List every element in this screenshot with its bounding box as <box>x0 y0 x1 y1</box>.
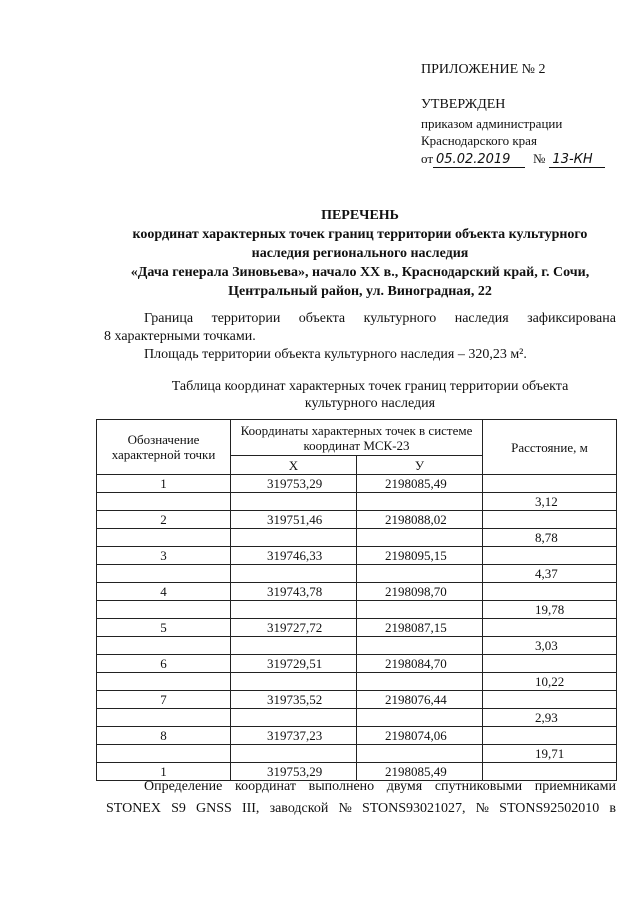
subtitle-line: «Дача генерала Зиновьева», начало XX в., Краснодарский край, г. Сочи, <box>130 265 590 280</box>
y-coordinate-cell: 2198088,02 <box>357 511 483 529</box>
word: STONEX <box>106 801 161 816</box>
table-row <box>97 673 617 691</box>
header-y: У <box>357 456 483 475</box>
word: культурного <box>363 311 437 326</box>
y-coordinate-cell <box>357 745 483 763</box>
x-coordinate-cell: 319753,29 <box>231 475 357 493</box>
point-number-cell: 8 <box>97 727 231 745</box>
table-row <box>97 655 617 673</box>
y-coordinate-cell: 2198074,06 <box>357 727 483 745</box>
distance-cell: 3,03 <box>483 637 617 655</box>
x-coordinate-cell <box>231 673 357 691</box>
table-row <box>97 601 617 619</box>
table-row <box>97 511 617 529</box>
x-coordinate-cell: 319746,33 <box>231 547 357 565</box>
table-row <box>97 745 617 763</box>
header-x: X <box>231 456 357 475</box>
distance-cell <box>483 691 617 709</box>
table-row <box>97 691 617 709</box>
x-coordinate-cell: 319727,72 <box>231 619 357 637</box>
word: Определение <box>144 779 223 794</box>
point-number-cell <box>97 565 231 583</box>
y-coordinate-cell: 2198098,70 <box>357 583 483 601</box>
header-coordinates: Координаты характерных точек в системе координат МСК-23 <box>231 420 483 456</box>
point-number-cell: 4 <box>97 583 231 601</box>
table-row <box>97 493 617 511</box>
from-label: от <box>421 151 434 166</box>
table-row <box>97 637 617 655</box>
y-coordinate-cell: 2198076,44 <box>357 691 483 709</box>
point-number-cell <box>97 637 231 655</box>
word: приемниками <box>534 779 616 794</box>
word: S9 <box>171 801 186 816</box>
distance-cell <box>483 619 617 637</box>
table-caption: Таблица координат характерных точек границ территории объекта культурного наследия <box>171 379 569 411</box>
distance-cell: 3,12 <box>483 493 617 511</box>
handwritten-order-number: 13-КН <box>549 152 605 168</box>
x-coordinate-cell <box>231 637 357 655</box>
subtitle-line: координат характерных точек границ территории объекта культурного <box>132 227 588 242</box>
x-coordinate-cell <box>231 493 357 511</box>
point-number-cell: 1 <box>97 475 231 493</box>
x-coordinate-cell <box>231 745 357 763</box>
order-line-1: приказом администрации <box>421 116 563 131</box>
y-coordinate-cell <box>357 493 483 511</box>
y-coordinate-cell <box>357 673 483 691</box>
point-number-cell: 7 <box>97 691 231 709</box>
x-coordinate-cell <box>231 565 357 583</box>
document-title: ПЕРЕЧЕНЬ <box>321 208 399 223</box>
subtitle-line: наследия регионального наследия <box>251 246 469 261</box>
y-coordinate-cell <box>357 529 483 547</box>
point-number-cell: 2 <box>97 511 231 529</box>
y-coordinate-cell: 2198085,49 <box>357 475 483 493</box>
point-number-cell: 5 <box>97 619 231 637</box>
x-coordinate-cell: 319753,29 <box>231 763 357 781</box>
word: № <box>338 801 352 816</box>
point-number-cell <box>97 709 231 727</box>
y-coordinate-cell: 2198084,70 <box>357 655 483 673</box>
word: координат <box>235 779 296 794</box>
document-subtitle <box>100 225 620 301</box>
y-coordinate-cell: 2198085,49 <box>357 763 483 781</box>
word: III, <box>241 801 260 816</box>
distance-cell: 8,78 <box>483 529 617 547</box>
word: наследия <box>454 311 509 326</box>
point-number-cell <box>97 673 231 691</box>
header-point-designation: Обозначение характерной точки <box>97 420 231 475</box>
area-paragraph: Площадь территории объекта культурного наследия – 320,23 м². <box>144 347 527 362</box>
word: спутниковыми <box>434 779 523 794</box>
distance-cell: 4,37 <box>483 565 617 583</box>
distance-cell <box>483 583 617 601</box>
footer-paragraph-line-2 <box>106 800 616 818</box>
footer-paragraph-line-1 <box>144 778 616 796</box>
y-coordinate-cell: 2198087,15 <box>357 619 483 637</box>
x-coordinate-cell <box>231 529 357 547</box>
coordinates-table <box>96 419 617 781</box>
distance-cell: 19,78 <box>483 601 617 619</box>
x-coordinate-cell: 319737,23 <box>231 727 357 745</box>
order-line-2: Краснодарского края <box>421 133 537 148</box>
handwritten-date: 05.02.2019 <box>433 152 525 168</box>
point-number-cell <box>97 529 231 547</box>
x-coordinate-cell: 319743,78 <box>231 583 357 601</box>
table-row <box>97 727 617 745</box>
distance-cell <box>483 511 617 529</box>
y-coordinate-cell <box>357 565 483 583</box>
header-distance: Расстояние, м <box>483 420 617 475</box>
appendix-label: ПРИЛОЖЕНИЕ № 2 <box>421 62 546 77</box>
x-coordinate-cell: 319729,51 <box>231 655 357 673</box>
word: зафиксирована <box>527 311 616 326</box>
point-number-cell <box>97 601 231 619</box>
table-row <box>97 583 617 601</box>
word: GNSS <box>196 801 232 816</box>
word: заводской <box>269 801 329 816</box>
word: объекта <box>298 311 346 326</box>
point-number-cell <box>97 493 231 511</box>
distance-cell <box>483 475 617 493</box>
table-row <box>97 619 617 637</box>
table-row <box>97 565 617 583</box>
distance-cell: 2,93 <box>483 709 617 727</box>
distance-cell <box>483 727 617 745</box>
distance-cell <box>483 655 617 673</box>
x-coordinate-cell: 319751,46 <box>231 511 357 529</box>
table-row <box>97 475 617 493</box>
word: № <box>475 801 490 816</box>
boundary-paragraph-line-2: 8 характерными точками. <box>104 329 256 344</box>
distance-cell <box>483 547 617 565</box>
approved-label: УТВЕРЖДЕН <box>421 97 506 112</box>
x-coordinate-cell <box>231 601 357 619</box>
y-coordinate-cell <box>357 709 483 727</box>
distance-cell: 19,71 <box>483 745 617 763</box>
x-coordinate-cell: 319735,52 <box>231 691 357 709</box>
word: двумя <box>386 779 423 794</box>
y-coordinate-cell <box>357 601 483 619</box>
point-number-cell: 6 <box>97 655 231 673</box>
distance-cell: 10,22 <box>483 673 617 691</box>
table-row <box>97 529 617 547</box>
y-coordinate-cell <box>357 637 483 655</box>
point-number-cell: 1 <box>97 763 231 781</box>
word: STONS93021027, <box>361 801 466 816</box>
word: Граница <box>144 311 194 326</box>
word: территории <box>211 311 281 326</box>
word: выполнено <box>308 779 375 794</box>
boundary-paragraph-line-1 <box>144 310 616 328</box>
word: STONS92502010 <box>499 801 600 816</box>
word: в <box>609 801 616 816</box>
y-coordinate-cell: 2198095,15 <box>357 547 483 565</box>
table-row <box>97 547 617 565</box>
point-number-cell: 3 <box>97 547 231 565</box>
x-coordinate-cell <box>231 709 357 727</box>
order-date-number-line <box>421 151 605 168</box>
table-row <box>97 709 617 727</box>
subtitle-line: Центральный район, ул. Виноградная, 22 <box>228 284 492 299</box>
point-number-cell <box>97 745 231 763</box>
number-sign: № <box>533 151 546 166</box>
